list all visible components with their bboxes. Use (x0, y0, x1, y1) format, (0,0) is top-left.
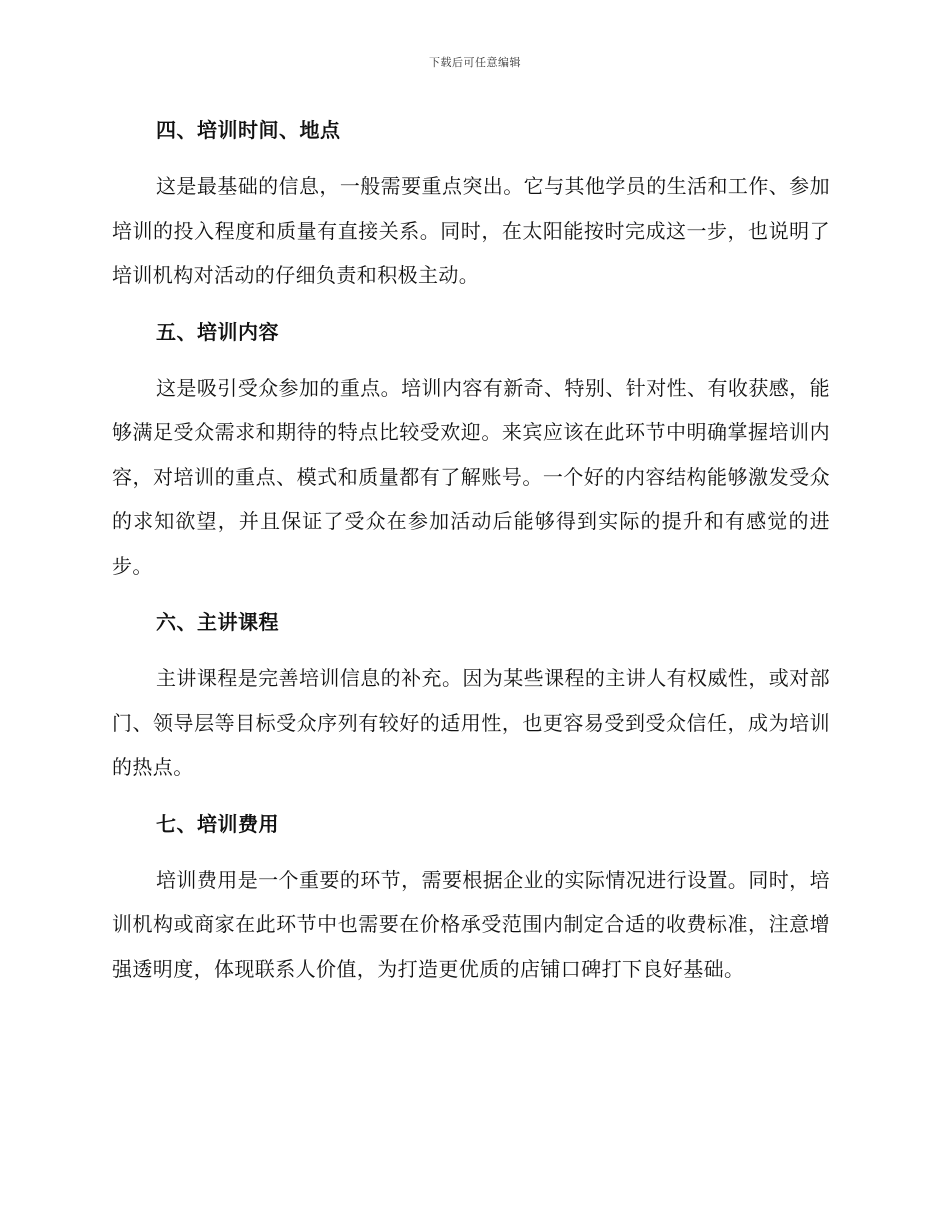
section-heading: 七、培训费用 (156, 811, 279, 836)
page-header: 下载后可任意编辑 (429, 56, 521, 69)
document-body (112, 110, 830, 1005)
section-training-content (112, 312, 830, 589)
section-heading: 五、培训内容 (156, 319, 279, 344)
section-training-fees (112, 804, 830, 992)
section-paragraph: 这是最基础的信息，一般需要重点突出。它与其他学员的生活和工作、参加培训的投入程度和质量有直接关系。同时，在太阳能按时完成这一步，也说明了培训机构对活动的仔细负责和积极主动。 (112, 174, 830, 287)
section-paragraph: 主讲课程是完善培训信息的补充。因为某些课程的主讲人有权威性，或对部门、领导层等目标受众序列有较好的适用性，也更容易受到受众信任，成为培训的热点。 (112, 666, 830, 779)
section-paragraph: 培训费用是一个重要的环节，需要根据企业的实际情况进行设置。同时，培训机构或商家在此环节中也需要在价格承受范围内制定合适的收费标准，注意增强透明度，体现联系人价值，为打造更优质的店铺口碑打下良好基础。 (112, 867, 830, 981)
section-training-time-location (112, 110, 830, 298)
section-heading: 四、培训时间、地点 (156, 118, 341, 142)
section-paragraph: 这是吸引受众参加的重点。培训内容有新奇、特别、针对性、有收获感，能够满足受众需求和期待的特点比较受欢迎。来宾应该在此环节中明确掌握培训内容，对培训的重点、模式和质量都有了解账号。一个好的内容结构能够激发受众的求知欲望，并且保证了受众在参加活动后能够得到实际的提升和有感觉的进步。 (112, 375, 830, 578)
section-heading: 六、主讲课程 (156, 610, 279, 634)
section-main-courses (112, 602, 830, 790)
